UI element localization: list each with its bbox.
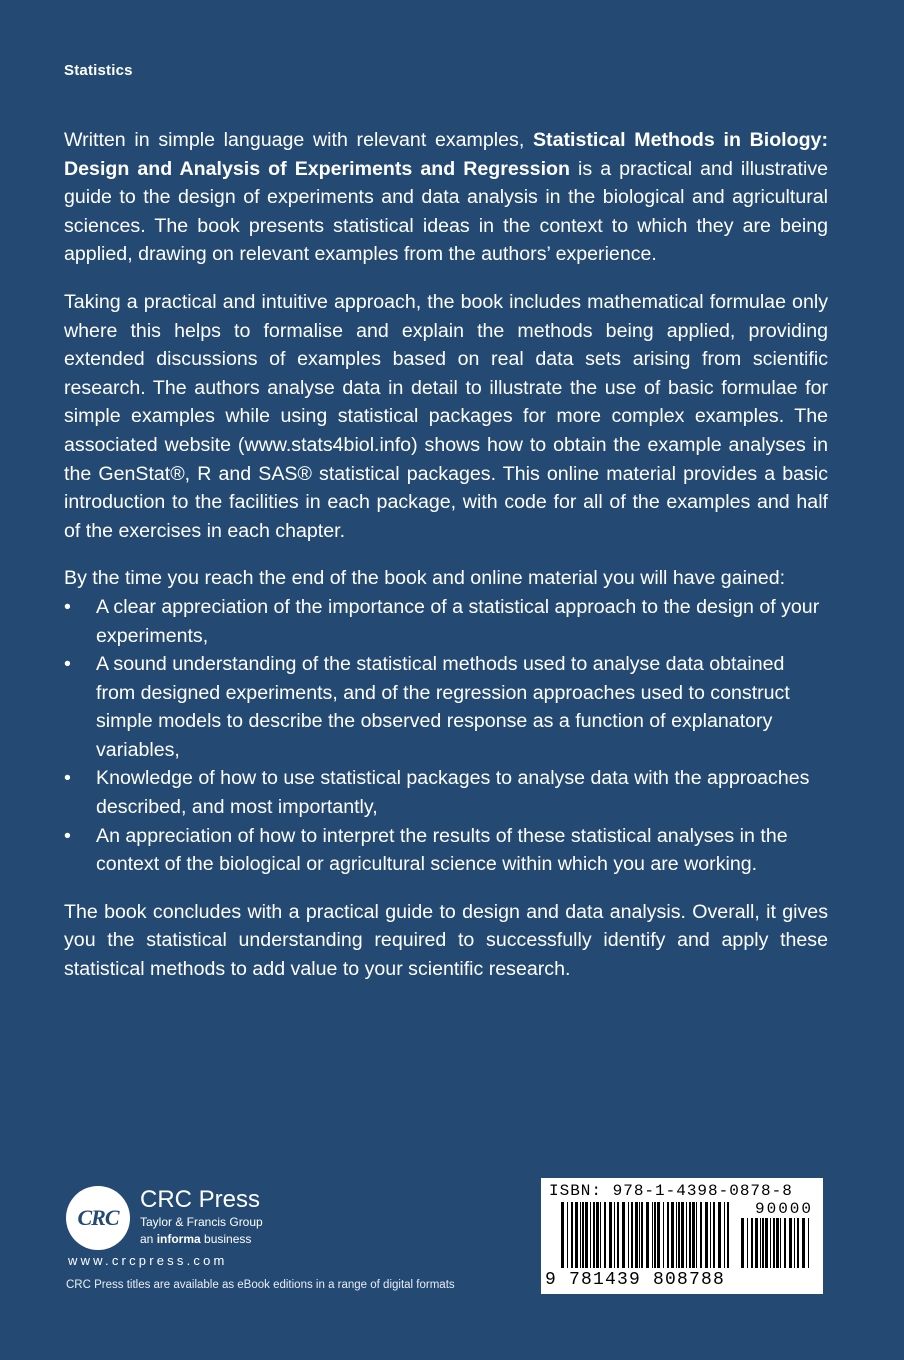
barcode-bar <box>692 1202 695 1268</box>
barcode-bar <box>609 1202 612 1268</box>
barcode-bar <box>635 1202 638 1268</box>
category-label: Statistics <box>64 62 133 79</box>
barcode-bar <box>628 1202 629 1268</box>
barcode-bar <box>663 1202 664 1268</box>
barcode-bar <box>596 1202 599 1268</box>
bullet-icon: • <box>64 767 71 790</box>
barcode-bar <box>646 1202 649 1268</box>
informa-prefix: an <box>140 1232 157 1246</box>
barcode-bar <box>741 1218 744 1268</box>
barcode-bar <box>600 1202 601 1268</box>
isbn-barcode <box>541 1178 823 1294</box>
ean-digits: 9 781439 808788 <box>545 1270 726 1290</box>
barcode-bars <box>561 1202 733 1268</box>
barcode-bar <box>631 1202 633 1268</box>
barcode-bar <box>617 1202 619 1268</box>
barcode-bar <box>678 1202 680 1268</box>
barcode-bar <box>713 1202 715 1268</box>
publisher-name: CRC Press <box>140 1186 261 1213</box>
barcode-bar <box>802 1218 805 1268</box>
barcode-bar <box>797 1218 799 1268</box>
barcode-bar <box>808 1218 809 1268</box>
list-item <box>64 822 828 879</box>
barcode-bar <box>773 1218 775 1268</box>
barcode-bar <box>689 1202 691 1268</box>
barcode-bar <box>654 1202 656 1268</box>
barcode-bar <box>770 1218 771 1268</box>
barcode-bar <box>614 1202 615 1268</box>
book-title: Statistical Methods in Biology: Design and Analysis of Experiments and Regression <box>64 129 828 180</box>
barcode-bar <box>718 1202 721 1268</box>
isbn-label: ISBN: 978-1-4398-0878-8 <box>549 1182 793 1200</box>
barcode-bar <box>575 1202 578 1268</box>
barcode-bar <box>657 1202 660 1268</box>
publisher-url[interactable]: www.crcpress.com <box>68 1253 228 1268</box>
list-item <box>64 650 828 764</box>
barcode-bar <box>762 1218 764 1268</box>
barcode-bar <box>784 1218 786 1268</box>
bullet-icon: • <box>64 653 71 676</box>
barcode-bar <box>727 1202 729 1268</box>
barcode-bar <box>710 1202 711 1268</box>
publisher-group: Taylor & Francis Group <box>140 1215 263 1229</box>
back-cover-blurb <box>64 126 828 1003</box>
barcode-bar <box>696 1202 697 1268</box>
barcode-bar <box>776 1218 779 1268</box>
barcode-bar <box>604 1202 606 1268</box>
p1-rest: is a practical and illustrative guide to the design of experiments and data analysis in the biological and agricultural sciences. The book presents statistical ideas in the context to which they are being applied, drawing on relevant examples from the authors’ experience. <box>64 157 829 266</box>
barcode-bar <box>561 1202 564 1268</box>
barcode-bar <box>667 1202 669 1268</box>
barcode-bar <box>580 1202 581 1268</box>
price-code: 90000 <box>754 1200 813 1218</box>
barcode-bar <box>747 1218 748 1268</box>
benefits-list <box>64 593 828 879</box>
list-item <box>64 764 828 821</box>
barcode-bar <box>681 1202 684 1268</box>
bullet-icon: • <box>64 595 71 618</box>
barcode-bar <box>700 1202 702 1268</box>
barcode-bar <box>751 1218 753 1268</box>
barcode-bar <box>582 1202 584 1268</box>
barcode-bar <box>639 1202 640 1268</box>
blurb-paragraph-3: By the time you reach the end of the book and online material you will have gained: <box>64 567 786 590</box>
list-item <box>64 593 828 650</box>
barcode-bar <box>755 1218 758 1268</box>
barcode-bar <box>641 1202 643 1268</box>
barcode-bar <box>585 1202 588 1268</box>
barcode-bar <box>765 1218 768 1268</box>
informa-tagline <box>140 1232 251 1246</box>
list-item-text: Knowledge of how to use statistical packages to analyse data with the approaches described, and most importantly, <box>96 767 810 819</box>
ebook-note: CRC Press titles are available as eBook editions in a range of digital formats <box>66 1279 455 1291</box>
barcode-bar <box>705 1202 708 1268</box>
logo-text: CRC <box>77 1205 119 1230</box>
barcode-bar <box>571 1202 573 1268</box>
barcode-bar <box>724 1202 725 1268</box>
bullet-icon: • <box>64 824 71 847</box>
barcode-bar <box>789 1218 792 1268</box>
informa-suffix: business <box>200 1232 252 1246</box>
list-item-text: A clear appreciation of the importance of a statistical approach to the design of your experiments, <box>96 595 820 647</box>
list-item-text: An appreciation of how to interpret the results of these statistical analyses in the context of the biological or agricultural science within which you are working. <box>96 824 788 876</box>
barcode-bar <box>794 1218 795 1268</box>
barcode-bar <box>760 1218 761 1268</box>
blurb-paragraph-4: The book concludes with a practical guide to design and data analysis. Overall, it gives you the statistical understanding required to successfully identify and apply these statistical methods to add value to your scientific research. <box>64 900 828 981</box>
barcode-bar <box>622 1202 625 1268</box>
informa-bold: informa <box>156 1232 201 1246</box>
barcode-bar <box>676 1202 677 1268</box>
blurb-paragraph-2: Taking a practical and intuitive approach, the book includes mathematical formulae only where this helps to formalise and explain the methods being applied, providing extended discussions of examples based on real data sets arising from scientific research. The authors analyse data in detail to illustrate the use of basic formulae for simple examples while using statistical packages for more complex examples. The associated website (www.stats4biol.info) shows how to obtain the example analyses in the GenStat®, R and SAS® statistical packages. This online material provides a basic introduction to the facilities in each package, with code for all of the examples and half of the exercises in each chapter. <box>64 290 828 542</box>
barcode-bar <box>590 1202 591 1268</box>
barcode-bar <box>671 1202 674 1268</box>
blurb-paragraph-1 <box>64 126 828 269</box>
barcode-bar <box>780 1218 781 1268</box>
crc-logo-icon <box>66 1186 130 1250</box>
barcode-bar <box>686 1202 687 1268</box>
price-barcode-bars <box>741 1218 813 1268</box>
p1-lead: Written in simple language with relevant examples, <box>64 129 533 151</box>
barcode-bar <box>652 1202 653 1268</box>
barcode-bar <box>567 1202 568 1268</box>
list-item-text: A sound understanding of the statistical methods used to analyse data obtained from designed experiments, and of the regression approaches used to construct simple models to describe the observed response as a function of explanatory variables, <box>96 653 790 761</box>
barcode-bar <box>593 1202 595 1268</box>
